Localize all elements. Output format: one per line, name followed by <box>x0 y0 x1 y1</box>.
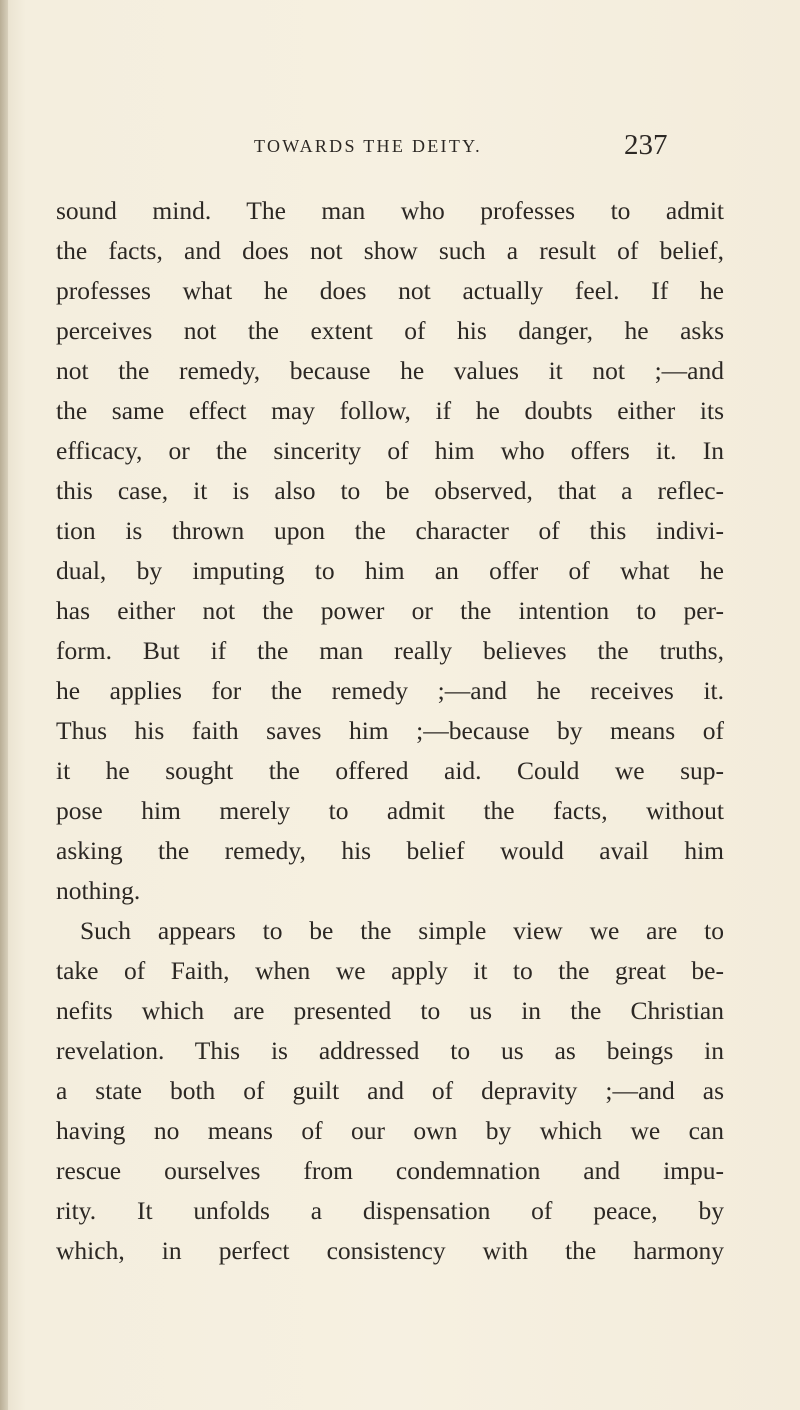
page-binding-edge <box>0 0 8 1410</box>
text-line: revelation. This is addressed to us as beings in <box>56 1036 724 1065</box>
running-title: TOWARDS THE DEITY. <box>254 136 482 156</box>
text-line: sound mind. The man who professes to admit <box>56 196 724 225</box>
text-line: rescue ourselves from condemnation and impu- <box>56 1156 724 1185</box>
text-line: perceives not the extent of his danger, he asks <box>56 316 724 345</box>
text-line: he applies for the remedy ;—and he receives it. <box>56 676 724 705</box>
text-line: professes what he does not actually feel. If he <box>56 276 724 305</box>
text-line: not the remedy, because he values it not ;—and <box>56 356 724 385</box>
text-line: dual, by imputing to him an offer of what he <box>56 556 724 585</box>
text-line: nothing. <box>56 876 141 905</box>
text-line: has either not the power or the intention to per- <box>56 596 724 625</box>
text-line: Thus his faith saves him ;—because by means of <box>56 716 724 745</box>
text-line: efficacy, or the sincerity of him who offers it. In <box>56 436 724 465</box>
text-line: pose him merely to admit the facts, without <box>56 796 724 825</box>
text-line: asking the remedy, his belief would avail him <box>56 836 724 865</box>
text-line: the same effect may follow, if he doubts either its <box>56 396 724 425</box>
text-line: take of Faith, when we apply it to the great be- <box>56 956 724 985</box>
text-line: it he sought the offered aid. Could we sup- <box>56 756 724 785</box>
text-line: tion is thrown upon the character of this indivi- <box>56 516 724 545</box>
running-head <box>0 129 800 176</box>
text-line: this case, it is also to be observed, that a reflec- <box>56 476 724 505</box>
text-line: rity. It unfolds a dispensation of peace, by <box>56 1196 724 1225</box>
text-line: the facts, and does not show such a result of belief, <box>56 236 724 265</box>
text-line: nefits which are presented to us in the Christian <box>56 996 724 1025</box>
text-line: Such appears to be the simple view we are to <box>80 916 724 945</box>
text-line: form. But if the man really believes the truths, <box>56 636 724 665</box>
text-line: having no means of our own by which we can <box>56 1116 724 1145</box>
text-line: a state both of guilt and of depravity ;—and as <box>56 1076 724 1105</box>
page-number: 237 <box>624 129 668 161</box>
text-line: which, in perfect consistency with the harmony <box>56 1236 724 1265</box>
